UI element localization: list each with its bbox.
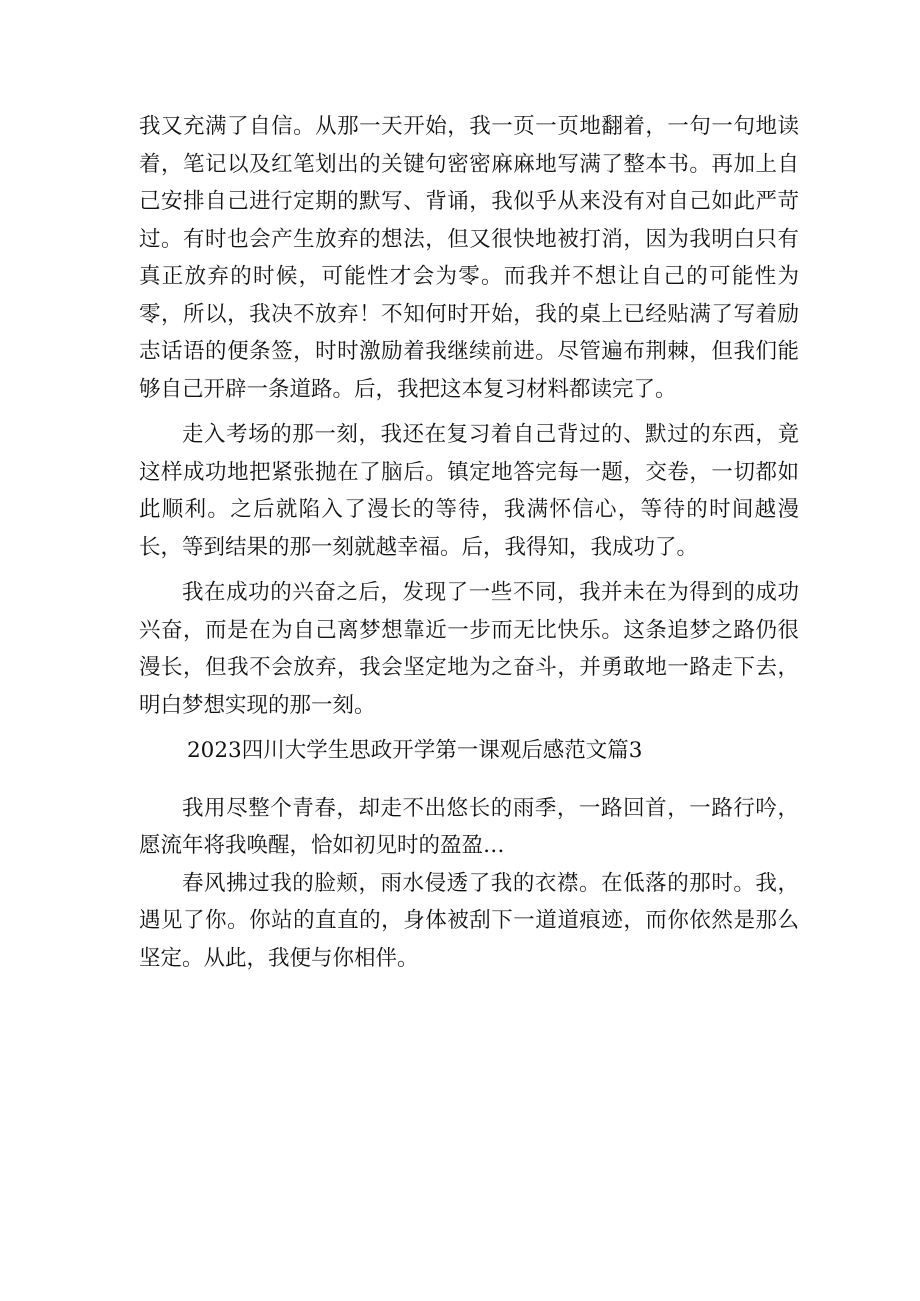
paragraph-3: 我在成功的兴奋之后，发现了一些不同，我并未在为得到的成功兴奋，而是在为自己离梦想靠近一步而无比快乐。这条追梦之路仍很漫长，但我不会放弃，我会坚定地为之奋斗，并勇敢地一路走下去，明白梦想实现的那一刻。 [139, 580, 799, 718]
section-heading: 2023四川大学生思政开学第一课观后感范文篇3 [187, 738, 643, 763]
paragraph-1: 我又充满了自信。从那一天开始，我一页一页地翻着，一句一句地读着，笔记以及红笔划出的关键句密密麻麻地写满了整本书。再加上自己安排自己进行定期的默写、背诵，我似乎从来没有对自己如此严苛过。有时也会产生放弃的想法，但又很快地被打消，因为我明白只有真正放弃的时候，可能性才会为零。而我并不想让自己的可能性为零，所以，我决不放弃！不知何时开始，我的桌上已经贴满了写着励志话语的便条签，时时激励着我继续前进。尽管遍布荆棘，但我们能够自己开辟一条道路。后，我把这本复习材料都读完了。 [139, 114, 799, 402]
document-body [139, 108, 799, 977]
paragraph-4: 我用尽整个青春，却走不出悠长的雨季，一路回首，一路行吟，愿流年将我唤醒，恰如初见时的盈盈… [139, 795, 799, 858]
paragraph-2: 走入考场的那一刻，我还在复习着自己背过的、默过的东西，竟这样成功地把紧张抛在了脑后。镇定地答完每一题，交卷，一切都如此顺利。之后就陷入了漫长的等待，我满怀信心，等待的时间越漫长，等到结果的那一刻就越幸福。后，我得知，我成功了。 [139, 422, 799, 560]
paragraph-5: 春风拂过我的脸颊，雨水侵透了我的衣襟。在低落的那时。我，遇见了你。你站的直直的，身体被刮下一道道痕迹，而你依然是那么坚定。从此，我便与你相伴。 [139, 870, 799, 971]
